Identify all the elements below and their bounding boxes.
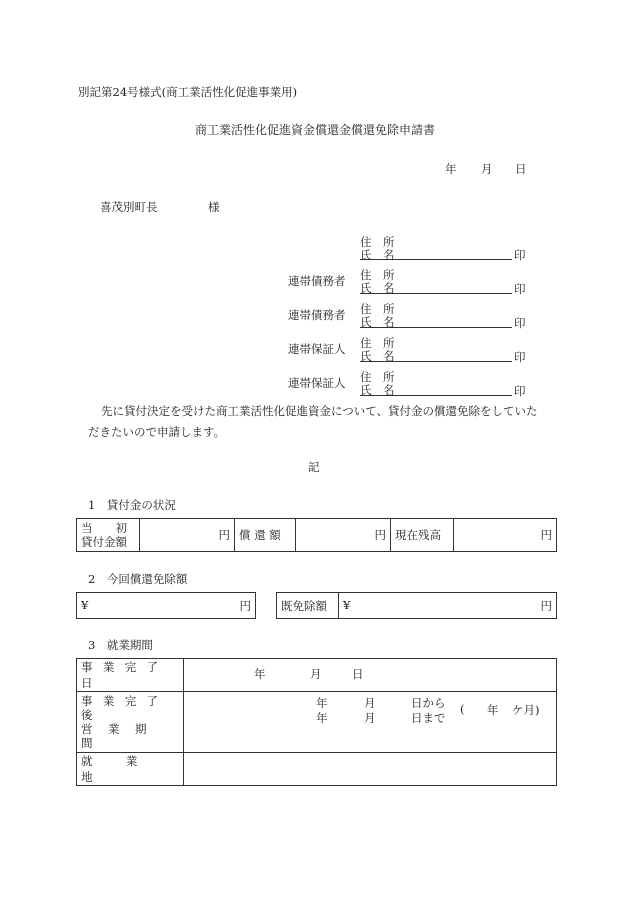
section-3-heading: 3 就業期間 <box>88 638 153 652</box>
signer-role: 連帯債務者 <box>288 274 346 288</box>
duration-open-paren: ( <box>460 702 465 716</box>
duration-year: 年 <box>487 703 499 717</box>
operating-period-cell[interactable] <box>184 692 557 753</box>
initial-loan-label-line1: 当 初 <box>81 521 127 535</box>
signer-role: 連帯債務者 <box>288 308 346 322</box>
signer-address-label: 住 所 <box>360 268 395 282</box>
work-location-cell[interactable] <box>184 753 557 786</box>
repaid-label: 償 還 額 <box>239 528 281 542</box>
yen-mark: ¥ <box>343 597 351 612</box>
loan-status-table <box>76 518 557 552</box>
applicant-seal: 印 <box>514 248 526 262</box>
form-number-note: 別記第24号様式(商工業活性化促進事業用) <box>78 85 298 99</box>
completion-date-label: 事業完了日 <box>81 660 169 690</box>
prior-exemption-label-cell <box>277 593 339 619</box>
operating-period-label-line1: 事業完了後 <box>81 694 169 722</box>
yen-unit: 円 <box>374 528 386 542</box>
signer-role: 連帯保証人 <box>288 376 346 390</box>
signer-name-label: 氏 名 <box>360 315 395 329</box>
addressee-name: 喜茂別町長 <box>100 200 158 214</box>
signer-signature-line[interactable] <box>360 293 512 294</box>
yen-unit: 円 <box>218 528 230 542</box>
signer-name-label: 氏 名 <box>360 349 395 363</box>
applicant-name-label: 氏 名 <box>360 248 395 262</box>
duration-month: ケ月) <box>512 703 540 717</box>
signer-seal: 印 <box>514 316 526 330</box>
signer-role: 連帯保証人 <box>288 342 346 356</box>
work-location-label-cell <box>77 753 184 786</box>
from-suffix: 日から <box>411 696 446 710</box>
signer-seal: 印 <box>514 350 526 364</box>
completion-month: 月 <box>310 667 322 681</box>
prior-exemption-table <box>276 592 557 619</box>
signer-signature-line[interactable] <box>360 361 512 362</box>
body-text-line-1: 先に貸付決定を受けた商工業活性化促進資金について、貸付金の償還免除をしていた <box>101 404 538 418</box>
yen-unit: 円 <box>540 528 552 542</box>
initial-loan-label-cell <box>77 519 140 552</box>
signer-signature-line[interactable] <box>360 327 512 328</box>
yen-unit: 円 <box>239 598 251 613</box>
signer-address-label: 住 所 <box>360 336 395 350</box>
addressee-honorific: 様 <box>208 200 220 214</box>
work-location-label: 就業地 <box>81 754 171 784</box>
section-2-heading: 2 今回償還免除額 <box>88 572 188 586</box>
to-suffix: 日まで <box>411 711 446 725</box>
repaid-amount-cell[interactable] <box>296 519 391 552</box>
initial-loan-amount-cell[interactable] <box>140 519 235 552</box>
signer-address-label: 住 所 <box>360 302 395 316</box>
completion-day: 日 <box>352 667 364 681</box>
signer-name-label: 氏 名 <box>360 281 395 295</box>
yen-mark: ¥ <box>81 597 89 612</box>
repaid-label-cell <box>235 519 296 552</box>
yen-unit: 円 <box>540 598 552 613</box>
signer-signature-line[interactable] <box>360 395 512 396</box>
completion-date-cell[interactable] <box>184 659 557 692</box>
exemption-amount-cell[interactable] <box>77 593 256 619</box>
date-day: 日 <box>515 162 527 176</box>
operating-period-label-cell <box>77 692 184 753</box>
body-text-line-2: だきたいので申請します。 <box>88 425 226 439</box>
section-1-heading: 1 貸付金の状況 <box>88 498 176 512</box>
applicant-address-label: 住 所 <box>360 235 395 249</box>
ki-heading: 記 <box>308 460 320 474</box>
signer-address-label: 住 所 <box>360 370 395 384</box>
balance-amount-cell[interactable] <box>454 519 557 552</box>
prior-exemption-amount-cell[interactable] <box>339 593 557 619</box>
date-month: 月 <box>481 162 493 176</box>
completion-year: 年 <box>254 667 266 681</box>
signer-name-label: 氏 名 <box>360 383 395 397</box>
applicant-signature-line[interactable] <box>360 259 512 260</box>
signer-seal: 印 <box>514 384 526 398</box>
to-year: 年 <box>316 711 328 725</box>
prior-exemption-label: 既免除額 <box>281 598 327 613</box>
completion-date-label-cell <box>77 659 184 692</box>
date-year: 年 <box>445 162 457 176</box>
document-title: 商工業活性化促進資金償還金償還免除申請書 <box>195 123 436 137</box>
from-year: 年 <box>316 696 328 710</box>
signer-seal: 印 <box>514 282 526 296</box>
balance-label-cell <box>391 519 454 552</box>
balance-label: 現在残高 <box>395 528 441 542</box>
operating-period-label-line2: 営業期間 <box>81 722 163 750</box>
employment-period-table <box>76 658 557 786</box>
exemption-amount-table <box>76 592 256 619</box>
to-month: 月 <box>364 711 376 725</box>
initial-loan-label-line2: 貸付金額 <box>81 535 127 549</box>
from-month: 月 <box>364 696 376 710</box>
